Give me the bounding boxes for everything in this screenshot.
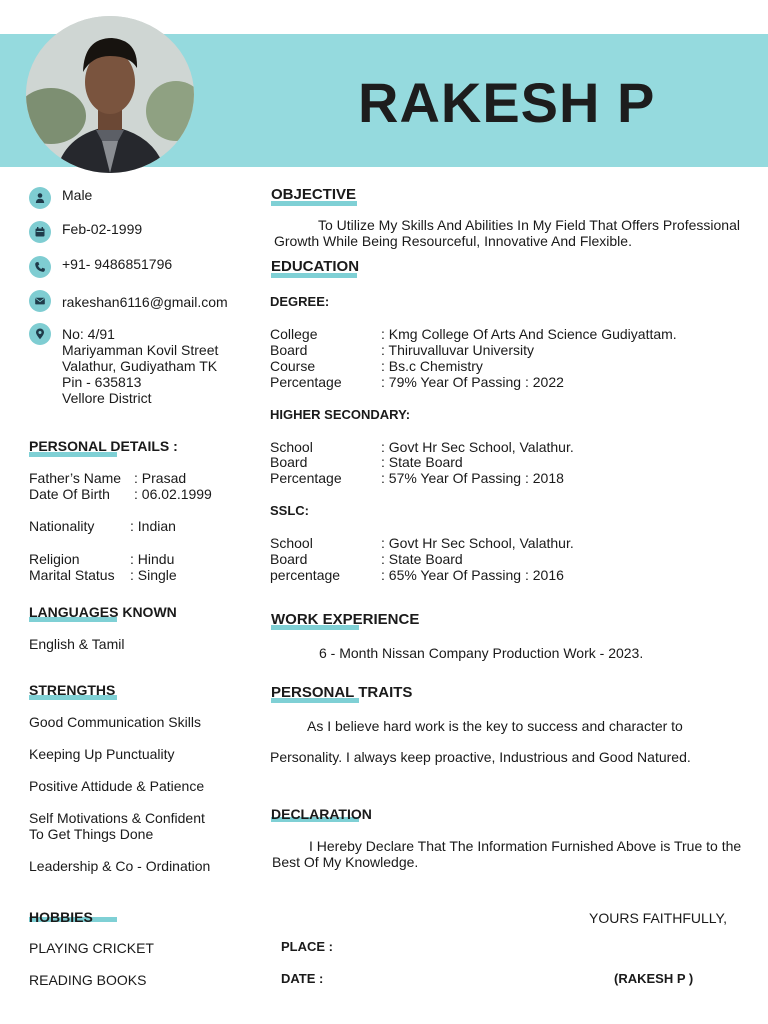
- address-line: No: 4/91: [62, 326, 115, 342]
- date-label: DATE :: [281, 971, 324, 986]
- edu-value: : 65% Year Of Passing : 2016: [381, 567, 564, 583]
- edu-label: Board: [270, 454, 308, 470]
- closing-text: YOURS FAITHFULLY,: [589, 910, 727, 926]
- hobby-item: READING BOOKS: [29, 972, 147, 988]
- strength-item: Positive Attidude & Patience: [29, 778, 205, 794]
- edu-label: School: [270, 439, 313, 455]
- strengths-heading: STRENGTHS: [29, 682, 116, 698]
- edu-value: : Bs.c Chemistry: [381, 358, 483, 374]
- education-heading: EDUCATION: [271, 258, 360, 275]
- detail-label: Religion: [29, 551, 80, 567]
- work-experience-text: 6 - Month Nissan Company Production Work - 2023.: [319, 645, 644, 661]
- signature-name: (RAKESH P ): [614, 971, 694, 986]
- address-line: Pin - 635813: [62, 374, 142, 390]
- edu-label: Course: [270, 358, 316, 374]
- strength-item: Keeping Up Punctuality: [29, 746, 175, 762]
- detail-value: : 06.02.1999: [134, 486, 212, 502]
- edu-label: Board: [270, 551, 308, 567]
- gender: Male: [62, 187, 93, 203]
- person-icon: [29, 187, 51, 209]
- languages-heading: LANGUAGES KNOWN: [29, 604, 177, 620]
- email-address: rakeshan6116@gmail.com: [62, 294, 228, 310]
- strength-item: Self Motivations & Confident: [29, 810, 205, 826]
- email-icon: [29, 290, 51, 312]
- detail-value: : Prasad: [134, 470, 187, 486]
- edu-value: : 79% Year Of Passing : 2022: [381, 374, 564, 390]
- edu-label: Percentage: [270, 470, 342, 486]
- edu-label: Percentage: [270, 374, 342, 390]
- address-line: Vellore District: [62, 390, 152, 406]
- detail-label: Marital Status: [29, 567, 115, 583]
- edu-value: : Thiruvalluvar University: [381, 342, 535, 358]
- edu-value: : Govt Hr Sec School, Valathur.: [381, 535, 574, 551]
- address-line: Mariyamman Kovil Street: [62, 342, 219, 358]
- detail-label: Nationality: [29, 518, 95, 534]
- strength-item: Good Communication Skills: [29, 714, 201, 730]
- personal-details-heading: PERSONAL DETAILS :: [29, 438, 178, 454]
- phone-icon: [29, 256, 51, 278]
- personal-traits-text: Personality. I always keep proactive, Industrious and Good Natured.: [270, 749, 691, 765]
- declaration-heading: DECLARATION: [271, 806, 372, 822]
- edu-value: : Govt Hr Sec School, Valathur.: [381, 439, 574, 455]
- sslc-title: SSLC:: [270, 503, 309, 518]
- edu-label: College: [270, 326, 318, 342]
- edu-value: : 57% Year Of Passing : 2018: [381, 470, 564, 486]
- declaration-text: I Hereby Declare That The Information Furnished Above is True to the: [309, 838, 742, 854]
- edu-label: School: [270, 535, 313, 551]
- strength-item: To Get Things Done: [29, 826, 154, 842]
- personal-traits-text: As I believe hard work is the key to success and character to: [307, 718, 683, 734]
- edu-value: : State Board: [381, 454, 463, 470]
- objective-text: Growth While Being Resourceful, Innovative And Flexible.: [274, 233, 632, 249]
- profile-photo: [26, 16, 194, 173]
- phone-number: +91- 9486851796: [62, 256, 173, 272]
- hobby-item: PLAYING CRICKET: [29, 940, 154, 956]
- calendar-icon: [29, 221, 51, 243]
- place-label: PLACE :: [281, 939, 333, 954]
- edu-value: : Kmg College Of Arts And Science Gudiyattam.: [381, 326, 677, 342]
- detail-label: Date Of Birth: [29, 486, 110, 502]
- address-line: Valathur, Gudiyatham TK: [62, 358, 218, 374]
- detail-value: : Hindu: [130, 551, 175, 567]
- objective-heading: OBJECTIVE: [271, 186, 357, 203]
- detail-label: Father’s Name: [29, 470, 122, 486]
- date-of-birth: Feb-02-1999: [62, 221, 143, 237]
- declaration-text: Best Of My Knowledge.: [272, 854, 419, 870]
- edu-value: : State Board: [381, 551, 463, 567]
- degree-title: DEGREE:: [270, 294, 330, 309]
- edu-label: percentage: [270, 567, 341, 583]
- hsc-title: HIGHER SECONDARY:: [270, 407, 411, 422]
- work-experience-heading: WORK EXPERIENCE: [271, 611, 420, 628]
- detail-value: : Indian: [130, 518, 176, 534]
- edu-label: Board: [270, 342, 308, 358]
- hobbies-heading: HOBBIES: [29, 909, 93, 925]
- strength-item: Leadership & Co - Ordination: [29, 858, 211, 874]
- detail-value: : Single: [130, 567, 177, 583]
- languages-text: English & Tamil: [29, 636, 125, 652]
- location-pin-icon: [29, 323, 51, 345]
- candidate-name: RAKESH P: [358, 71, 656, 134]
- objective-text: To Utilize My Skills And Abilities In My Field That Offers Professional: [318, 217, 740, 233]
- personal-traits-heading: PERSONAL TRAITS: [271, 684, 413, 701]
